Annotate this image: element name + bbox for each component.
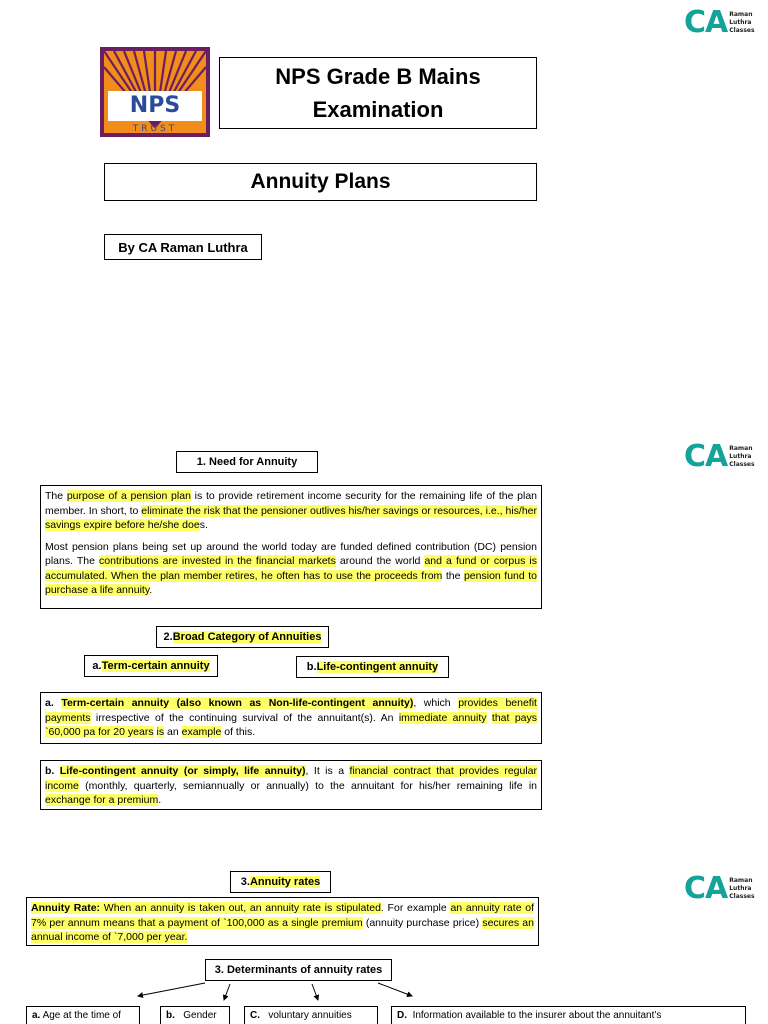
- text-run: a.: [45, 697, 62, 709]
- determinant-voluntary-text: voluntary annuities: [268, 1010, 352, 1021]
- arrow-to-information: [378, 983, 412, 996]
- exam-title-line2: Examination: [312, 97, 444, 122]
- ca-logo-sub-line: Classes: [729, 461, 755, 468]
- text-run: immediate annuity: [398, 711, 487, 724]
- text-run: irrespective of the continuing survival of the annuitant(s). An: [90, 711, 399, 724]
- ca-logo-sub-line: Raman: [729, 877, 753, 884]
- determinant-age-box: [26, 1006, 140, 1024]
- broad-category-label: Broad Category of Annuities: [172, 631, 322, 643]
- arrow-to-voluntary: [312, 984, 318, 1000]
- annuity-rates-label: Annuity rates: [249, 876, 321, 888]
- text-run: that pays `60,000 pa for 20 years: [45, 711, 537, 738]
- text-run: (annuity purchase price): [362, 916, 483, 929]
- need-paragraph-1: [45, 489, 537, 533]
- life-contingent-paragraph: [40, 760, 542, 810]
- text-run: Annuity Rate:: [31, 902, 101, 914]
- annuity-rate-paragraph: [26, 897, 539, 946]
- term-certain-label: Term-certain annuity: [101, 660, 210, 672]
- ca-logo-subtext: [729, 11, 754, 35]
- nps-logo-subtext: TRUST: [132, 124, 178, 134]
- text-run: the: [442, 569, 464, 582]
- term-certain-prefix: a.: [92, 660, 102, 672]
- topic-title-box: Annuity Plans: [104, 163, 537, 201]
- ca-logo-letters: CA: [684, 5, 728, 40]
- text-run: , It is a: [305, 765, 350, 777]
- nps-logo-text: NPS: [129, 93, 181, 118]
- text-run: pension fund to purchase a life annuity: [45, 569, 538, 596]
- life-contingent-heading: [296, 656, 449, 678]
- exam-title-line1: NPS Grade B Mains: [275, 64, 481, 89]
- author-box: By CA Raman Luthra: [104, 234, 262, 260]
- determinant-age-text: Age at the time of: [40, 1010, 121, 1021]
- need-paragraph-2: [45, 540, 537, 598]
- text-run: an annuity rate of 7% per annum means that a payment of `100,000 as a single premium: [31, 902, 535, 929]
- text-run: eliminate the risk that the pensioner outlives his/her savings or resources, i.e., his/her savings expire before he/she doe: [45, 504, 537, 531]
- arrow-to-gender: [224, 984, 230, 1000]
- text-run: Term-certain annuity (also known as Non-life-contingent annuity): [61, 697, 414, 709]
- ca-logo-sub-line: Luthra: [729, 453, 752, 460]
- text-run: b.: [45, 765, 60, 777]
- ca-logo-sub-line: Classes: [729, 893, 755, 900]
- text-run: and a fund or corpus is accumulated. When the plan member retires, he often has to use the proceeds from: [45, 555, 537, 582]
- text-run: s.: [199, 519, 208, 531]
- ca-logo-subtext: [729, 445, 754, 469]
- determinant-age-prefix: a.: [32, 1010, 41, 1021]
- text-run: financial contract that provides regular income: [45, 765, 538, 792]
- text-run: an: [164, 726, 182, 738]
- determinant-information-text: Information available to the insurer about the annuitant’s: [412, 1010, 662, 1021]
- text-run: of this.: [221, 726, 256, 738]
- ca-logo-sub-line: Luthra: [729, 19, 752, 26]
- ca-logo-letters: CA: [684, 871, 728, 906]
- determinant-voluntary-prefix: C.: [250, 1010, 260, 1021]
- text-run: .: [149, 584, 153, 596]
- exam-title-box: [219, 57, 537, 129]
- determinant-gender-prefix: b.: [166, 1010, 175, 1021]
- annuity-rates-heading: [230, 871, 331, 893]
- determinant-gender-box: [160, 1006, 230, 1024]
- broad-category-prefix: 2.: [163, 631, 173, 643]
- text-run: .: [158, 794, 162, 806]
- ca-raman-luthra-logo: [684, 871, 755, 906]
- ca-logo-sub-line: Raman: [729, 445, 753, 452]
- life-contingent-prefix: b.: [306, 661, 317, 673]
- term-certain-heading: [84, 655, 218, 677]
- ca-logo-sub-line: Classes: [729, 27, 755, 34]
- text-run: is to provide retirement income security for the remaining life of the plan member. In short, to: [45, 490, 538, 517]
- ca-logo-letters: CA: [684, 439, 728, 474]
- need-for-annuity-heading: 1. Need for Annuity: [176, 451, 318, 473]
- text-run: provides benefit payments: [45, 697, 537, 724]
- text-run: Life-contingent annuity (or simply, life annuity): [59, 765, 306, 777]
- text-run: Most pension plans being set up around the world today are funded defined contribution (DC) pension plans. The: [45, 540, 537, 567]
- annuity-rates-prefix: 3.: [240, 876, 250, 888]
- broad-category-heading: [156, 626, 329, 648]
- ca-raman-luthra-logo: [684, 5, 755, 40]
- determinant-voluntary-box: [244, 1006, 378, 1024]
- ca-logo-sub-line: Luthra: [729, 885, 752, 892]
- text-run: purpose of a pension plan: [66, 490, 191, 502]
- text-run: . For example: [380, 902, 451, 914]
- text-run: (monthly, quarterly, semiannually or annually) to the annuitant for his/her remaining life in: [78, 779, 537, 792]
- text-run: example: [181, 726, 222, 738]
- determinant-information-prefix: D.: [397, 1010, 407, 1021]
- arrow-to-age: [138, 983, 205, 996]
- text-run: , which: [413, 697, 459, 709]
- ca-logo-sub-line: Raman: [729, 11, 753, 18]
- text-run: secures an annual income of `7,000 per year.: [31, 916, 534, 943]
- term-certain-paragraph: [40, 692, 542, 744]
- text-run: The: [45, 490, 67, 502]
- text-run: exchange for a premium: [45, 794, 159, 806]
- ca-logo-subtext: [729, 877, 754, 901]
- determinant-gender-text: Gender: [183, 1010, 217, 1021]
- determinants-heading: 3. Determinants of annuity rates: [205, 959, 392, 981]
- life-contingent-label: Life-contingent annuity: [316, 661, 439, 673]
- text-run: around the world: [335, 555, 425, 567]
- text-run: contributions are invested in the financial markets: [99, 555, 336, 567]
- text-run: When an annuity is taken out, an annuity rate is stipulated: [100, 902, 381, 914]
- need-for-annuity-paragraph: [40, 485, 542, 609]
- nps-sunburst-graphic: [100, 47, 210, 137]
- ca-raman-luthra-logo: [684, 439, 755, 474]
- nps-trust-logo: [100, 47, 210, 137]
- text-run: is: [156, 726, 165, 738]
- determinant-information-box: [391, 1006, 746, 1024]
